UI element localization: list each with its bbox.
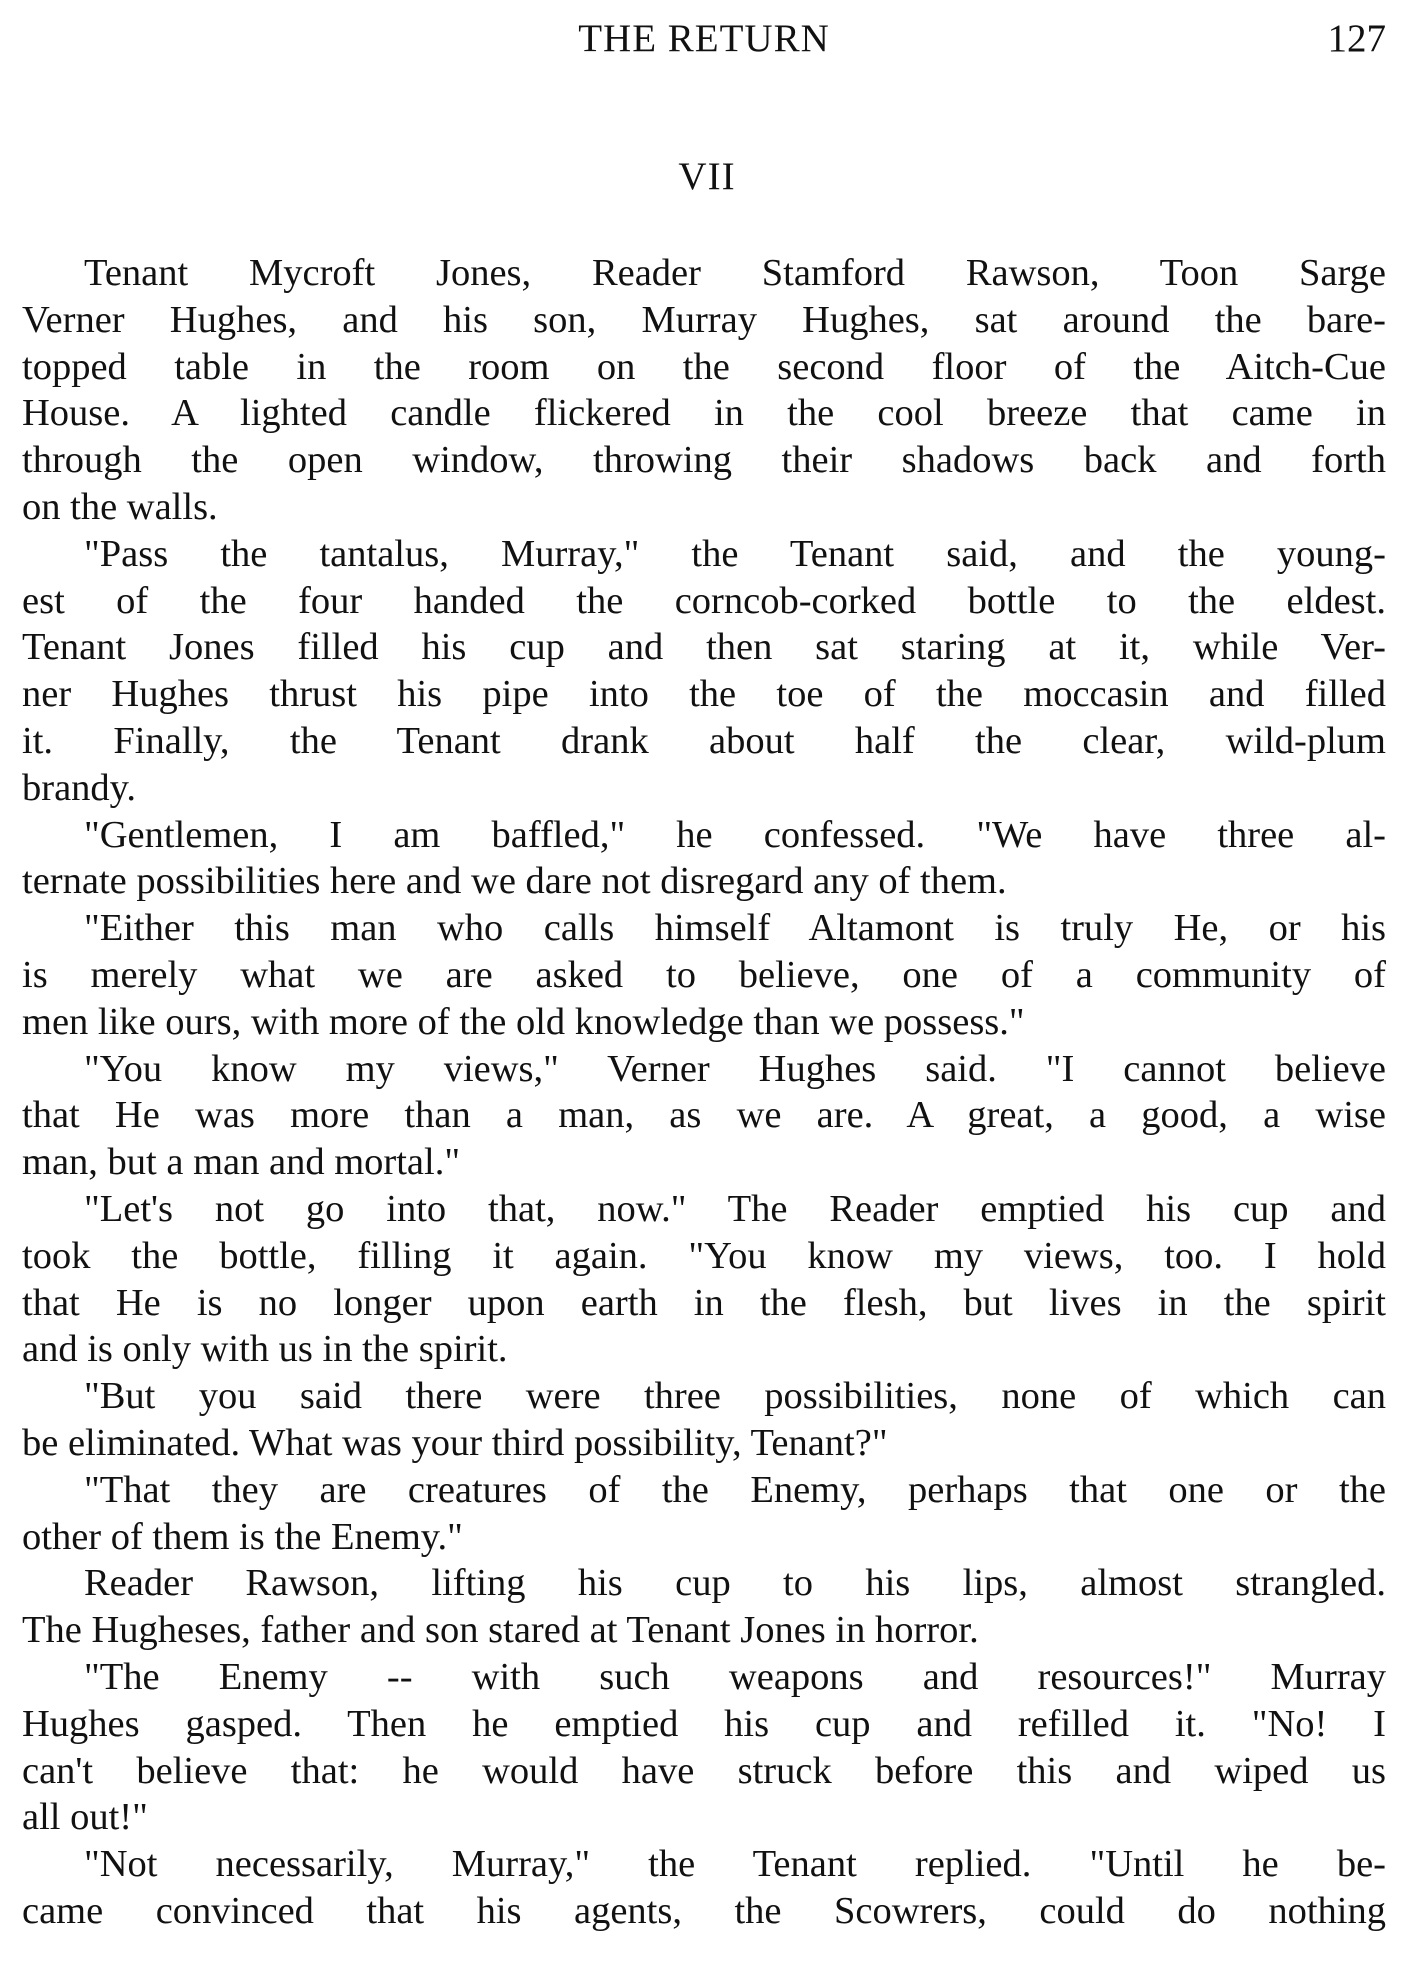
paragraph (22, 1841, 1386, 1935)
text-line: Verner Hughes, and his son, Murray Hughes, sat around the bare- (22, 298, 1386, 341)
text-line: ternate possibilities here and we dare not disregard any of them. (22, 860, 1007, 903)
text-line: "Gentlemen, I am baffled," he confessed. "We have three al- (84, 813, 1386, 856)
paragraph (22, 1186, 1386, 1373)
text-line: "Pass the tantalus, Murray," the Tenant said, and the young- (84, 532, 1386, 575)
paragraph (22, 1373, 1386, 1467)
paragraph (22, 250, 1386, 531)
text-line: can't believe that: he would have struck before this and wiped us (22, 1749, 1386, 1792)
text-line: "Not necessarily, Murray," the Tenant replied. "Until he be- (84, 1843, 1386, 1886)
text-line: brandy. (22, 766, 137, 809)
text-line: est of the four handed the corncob-corked bottle to the eldest. (22, 579, 1386, 622)
text-line: House. A lighted candle flickered in the cool breeze that came in (22, 392, 1386, 435)
text-line: is merely what we are asked to believe, one of a community of (22, 953, 1386, 996)
paragraph (22, 812, 1386, 906)
paragraph (22, 905, 1386, 1045)
paragraph (22, 531, 1386, 812)
text-line: took the bottle, filling it again. "You know my views, too. I hold (22, 1234, 1386, 1277)
body-text (22, 250, 1386, 1935)
running-header (22, 14, 1386, 64)
text-line: man, but a man and mortal." (22, 1141, 461, 1184)
text-line: other of them is the Enemy." (22, 1515, 463, 1558)
text-line: that He was more than a man, as we are. A great, a good, a wise (22, 1094, 1386, 1137)
text-line: Tenant Mycroft Jones, Reader Stamford Rawson, Toon Sarge (84, 252, 1386, 294)
paragraph (22, 1654, 1386, 1841)
text-line: through the open window, throwing their shadows back and forth (22, 439, 1386, 482)
text-line: Tenant Jones filled his cup and then sat staring at it, while Ver- (22, 626, 1386, 669)
paragraph (22, 1046, 1386, 1186)
text-line: "That they are creatures of the Enemy, perhaps that one or the (84, 1468, 1386, 1511)
text-line: "But you said there were three possibilities, none of which can (84, 1375, 1386, 1418)
text-line: came convinced that his agents, the Scowrers, could do nothing (22, 1889, 1386, 1932)
page-number: 127 (1327, 17, 1386, 60)
text-line: men like ours, with more of the old knowledge than we possess." (22, 1000, 1025, 1043)
text-line: it. Finally, the Tenant drank about half the clear, wild-plum (22, 719, 1386, 762)
running-title: THE RETURN (578, 17, 830, 60)
text-line: all out!" (22, 1796, 148, 1839)
text-line: "Let's not go into that, now." The Reader emptied his cup and (84, 1187, 1386, 1230)
text-line: The Hugheses, father and son stared at Tenant Jones in horror. (22, 1609, 979, 1652)
paragraph (22, 1560, 1386, 1654)
text-line: and is only with us in the spirit. (22, 1328, 508, 1371)
text-line: Hughes gasped. Then he emptied his cup and refilled it. "No! I (22, 1702, 1386, 1745)
text-line: topped table in the room on the second floor of the Aitch-Cue (22, 345, 1386, 388)
text-line: on the walls. (22, 485, 218, 528)
text-line: "Either this man who calls himself Altamont is truly He, or his (84, 907, 1386, 950)
text-line: Reader Rawson, lifting his cup to his lips, almost strangled. (84, 1562, 1386, 1605)
text-line: "The Enemy -- with such weapons and resources!" Murray (84, 1655, 1386, 1698)
text-line: that He is no longer upon earth in the flesh, but lives in the spirit (22, 1281, 1386, 1324)
text-line: ner Hughes thrust his pipe into the toe of the moccasin and filled (22, 673, 1386, 716)
chapter-heading: VII (678, 155, 736, 198)
text-line: "You know my views," Verner Hughes said. "I cannot believe (84, 1047, 1386, 1090)
text-line: be eliminated. What was your third possibility, Tenant?" (22, 1421, 888, 1464)
paragraph (22, 1467, 1386, 1561)
